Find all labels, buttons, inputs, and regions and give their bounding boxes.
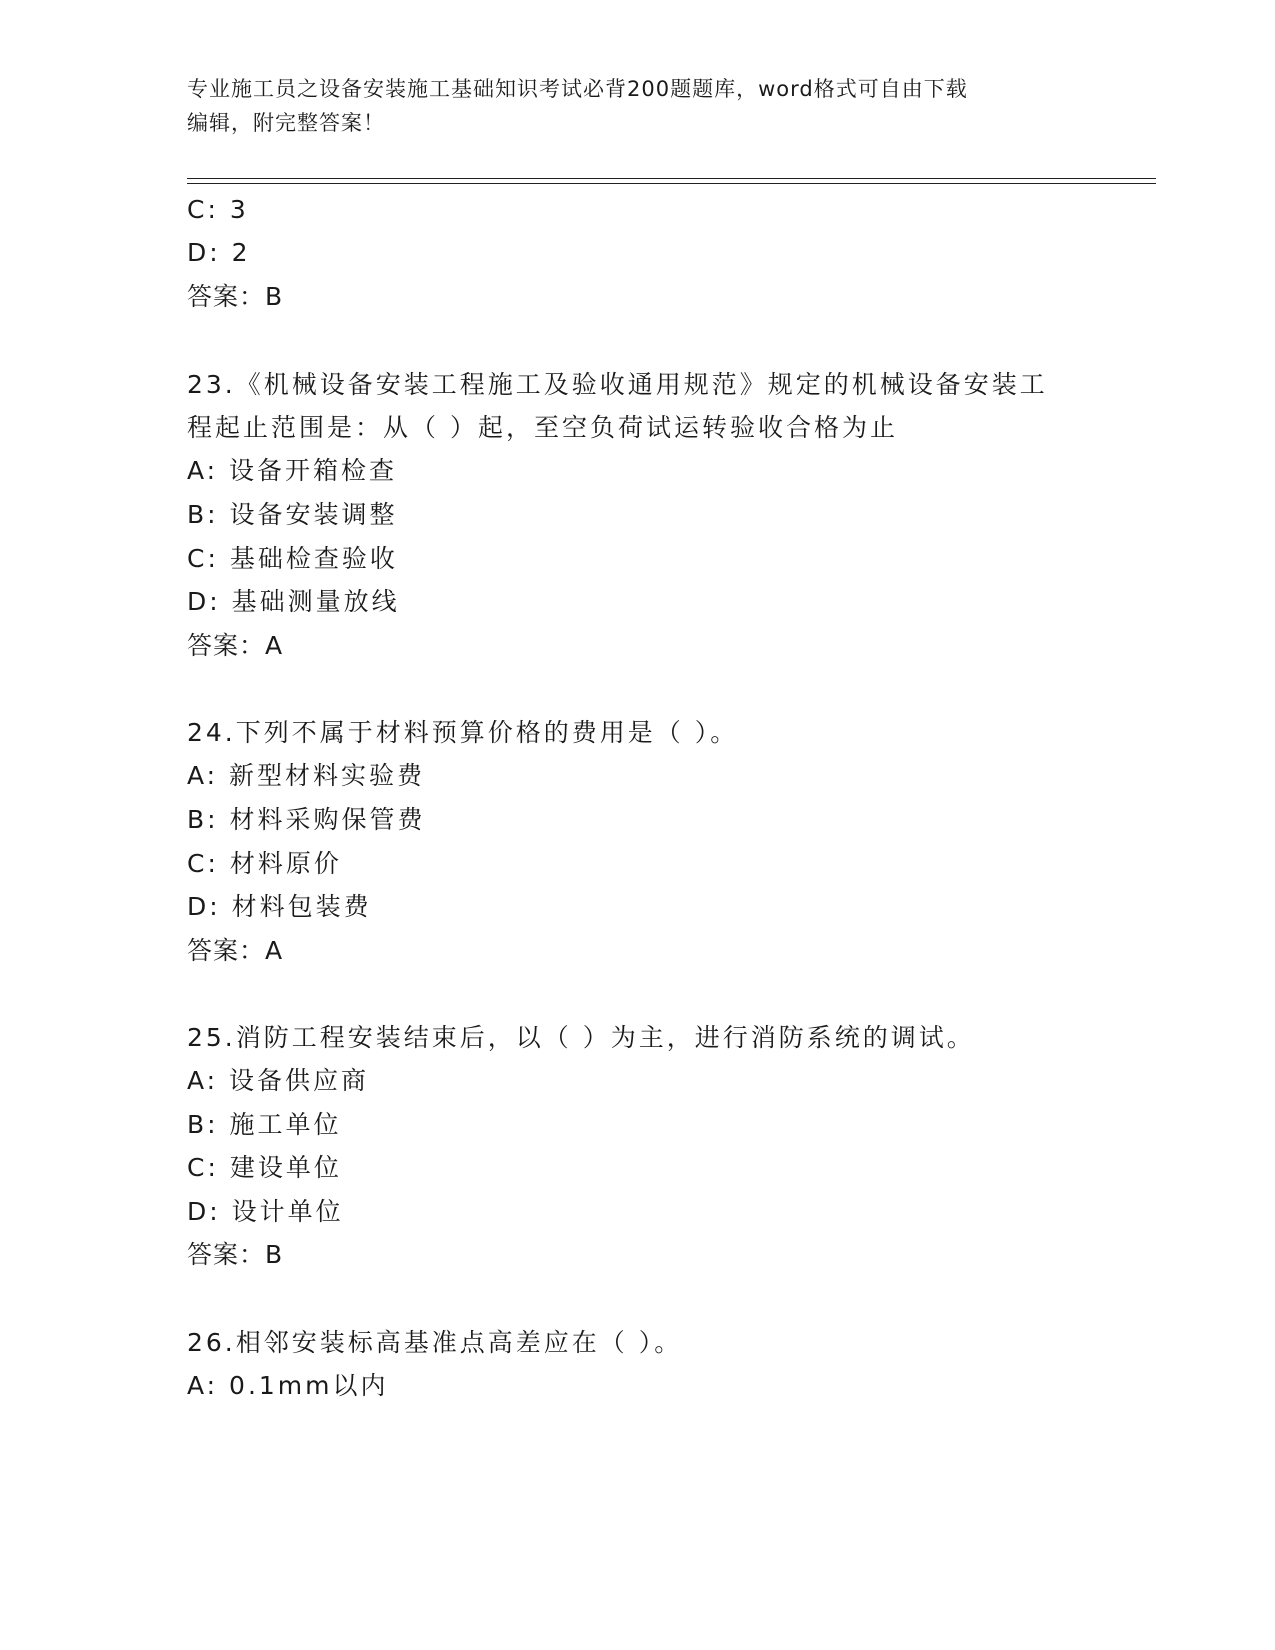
answer: 答案：A xyxy=(187,936,284,965)
option-b: B: 材料采购保管费 xyxy=(187,805,426,834)
option-d: D: 材料包装费 xyxy=(187,892,372,921)
option-a: A: 新型材料实验费 xyxy=(187,761,426,790)
option-c: C: 材料原价 xyxy=(187,849,342,878)
page-header xyxy=(187,72,1087,140)
answer: 答案：A xyxy=(187,631,284,660)
option-c: C: 基础检查验收 xyxy=(187,544,398,573)
question-stem-continued: 程起止范围是：从（ ）起，至空负荷试运转验收合格为止 xyxy=(187,413,898,442)
option-b: B: 施工单位 xyxy=(187,1110,342,1139)
answer: 答案：B xyxy=(187,282,284,311)
question-stem: 25.消防工程安装结束后，以（ ）为主，进行消防系统的调试。 xyxy=(187,1023,975,1052)
question-stem: 24.下列不属于材料预算价格的费用是（ ）。 xyxy=(187,718,739,747)
header-rule-bottom xyxy=(187,183,1156,184)
option-a: A: 0.1mm以内 xyxy=(187,1371,389,1400)
question-stem: 26.相邻安装标高基准点高差应在（ ）。 xyxy=(187,1328,683,1357)
answer: 答案：B xyxy=(187,1240,284,1269)
option-c: C: 3 xyxy=(187,195,249,224)
option-d: D: 设计单位 xyxy=(187,1197,344,1226)
option-d: D: 基础测量放线 xyxy=(187,587,400,616)
option-c: C: 建设单位 xyxy=(187,1153,342,1182)
question-stem: 23.《机械设备安装工程施工及验收通用规范》规定的机械设备安装工 xyxy=(187,370,1048,399)
option-a: A: 设备供应商 xyxy=(187,1066,370,1095)
header-line-2: 编辑，附完整答案！ xyxy=(187,111,385,135)
option-a: A: 设备开箱检查 xyxy=(187,456,398,485)
option-b: B: 设备安装调整 xyxy=(187,500,398,529)
header-line-1: 专业施工员之设备安装施工基础知识考试必背200题题库，word格式可自由下载 xyxy=(187,77,968,101)
header-rule-top xyxy=(187,178,1156,179)
option-d: D: 2 xyxy=(187,238,251,267)
